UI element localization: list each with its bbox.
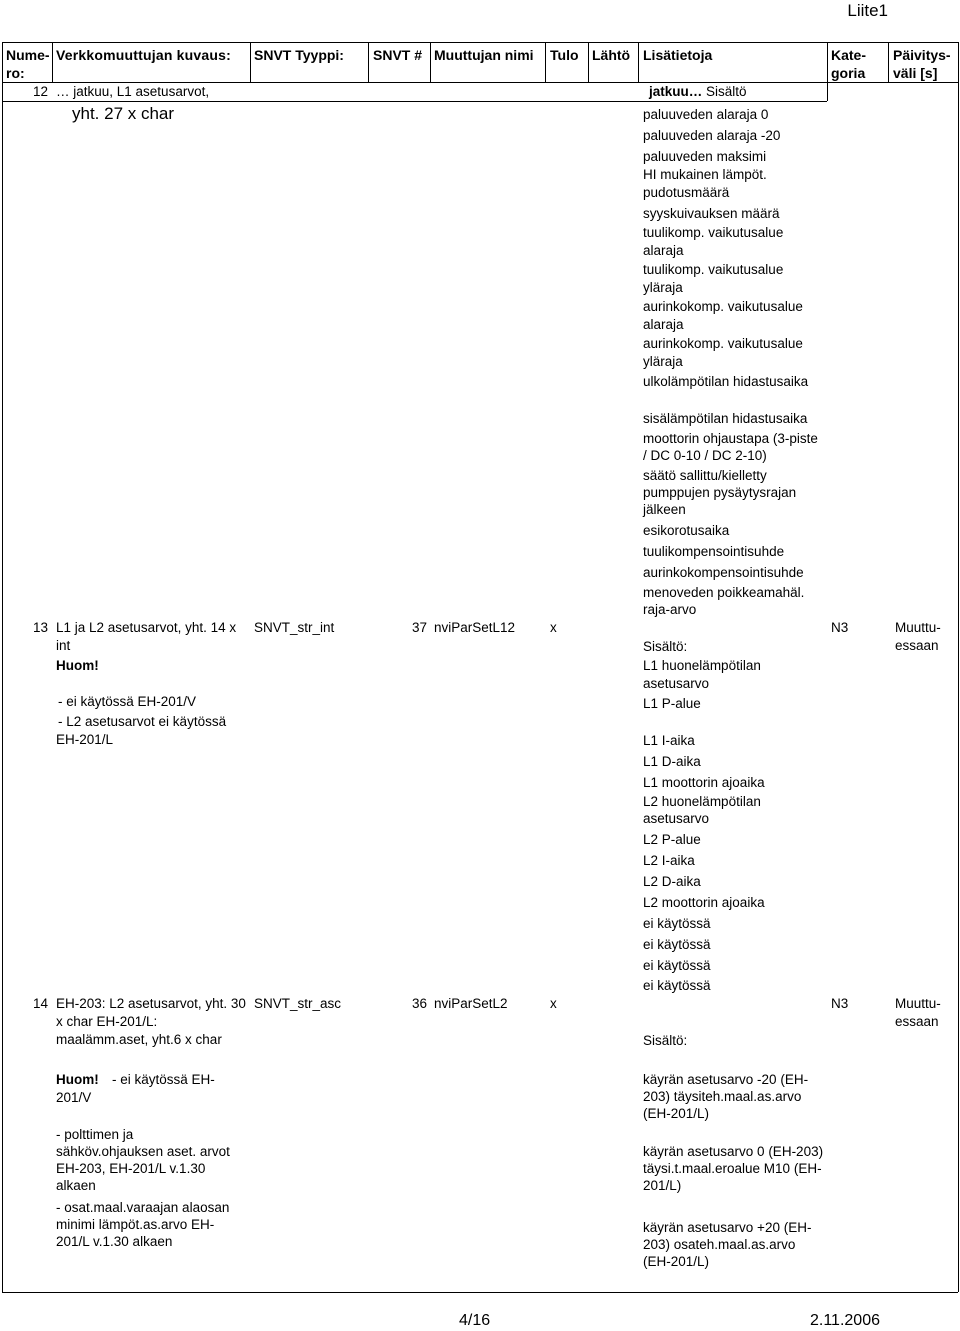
list-item: moottorin ohjaustapa (3-piste bbox=[643, 431, 818, 446]
row-number: 13 bbox=[33, 620, 49, 635]
list-item: aurinkokomp. vaikutusalue bbox=[643, 299, 803, 314]
header-update-1: Päivitys- bbox=[893, 47, 951, 63]
list-item: paluuveden maksimi bbox=[643, 149, 767, 164]
header-input: Tulo bbox=[550, 47, 579, 63]
row-description-2: x char EH-201/L: bbox=[56, 1014, 158, 1029]
header-category-1: Kate- bbox=[831, 47, 867, 63]
list-item: tuulikompensointisuhde bbox=[643, 544, 785, 559]
header-number-2: ro: bbox=[6, 65, 25, 81]
variable-name: nviParSetL12 bbox=[434, 620, 516, 635]
snvt-number: 37 bbox=[412, 620, 428, 635]
row-description-count: yht. 27 x char bbox=[72, 104, 175, 123]
header-snvt-type: SNVT Tyyppi: bbox=[254, 47, 344, 63]
list-item: yläraja bbox=[643, 354, 683, 369]
note-line: EH-201/L bbox=[56, 732, 114, 747]
list-item: ei käytössä bbox=[643, 937, 711, 952]
list-item: tuulikomp. vaikutusalue bbox=[643, 225, 784, 240]
snvt-type: SNVT_str_int bbox=[254, 620, 335, 635]
list-item: ulkolämpötilan hidastusaika bbox=[643, 374, 809, 389]
note-line: 201/V bbox=[56, 1090, 92, 1105]
info-heading-contents: Sisältö bbox=[706, 84, 747, 99]
note-line: - ei käytössä EH- bbox=[112, 1072, 215, 1087]
list-item: yläraja bbox=[643, 280, 683, 295]
list-item: HI mukainen lämpöt. bbox=[643, 167, 767, 182]
header-variable-name: Muuttujan nimi bbox=[434, 47, 534, 63]
header-info: Lisätietoja bbox=[643, 47, 713, 63]
page-number: 4/16 bbox=[459, 1312, 491, 1329]
list-item: pudotusmäärä bbox=[643, 185, 730, 200]
row-description: … jatkuu, L1 asetusarvot, bbox=[56, 84, 210, 99]
input-marker: x bbox=[550, 996, 557, 1011]
update-interval-2: essaan bbox=[895, 1014, 939, 1029]
category: N3 bbox=[831, 996, 849, 1011]
list-item: säätö sallittu/kielletty bbox=[643, 468, 767, 483]
list-item: sisälämpötilan hidastusaika bbox=[643, 411, 808, 426]
row-number: 12 bbox=[33, 84, 49, 99]
snvt-type: SNVT_str_asc bbox=[254, 996, 342, 1011]
list-item: L2 I-aika bbox=[643, 853, 695, 868]
snvt-number: 36 bbox=[412, 996, 428, 1011]
info-heading: Sisältö: bbox=[643, 639, 688, 654]
header-description: Verkkomuuttujan kuvaus: bbox=[56, 47, 231, 63]
row-description: L1 ja L2 asetusarvot, yht. 14 x bbox=[56, 620, 237, 635]
info-paragraph: käyrän asetusarvo 0 (EH-203) täysi.t.maal.eroalue M10 (EH-201/L) bbox=[643, 1144, 824, 1193]
category: N3 bbox=[831, 620, 849, 635]
list-item: asetusarvo bbox=[643, 676, 710, 691]
list-item: ei käytössä bbox=[643, 916, 711, 931]
list-item: L2 P-alue bbox=[643, 832, 701, 847]
update-interval: Muuttu- bbox=[895, 620, 941, 635]
row-description-type: int bbox=[56, 638, 71, 653]
list-item: syyskuivauksen määrä bbox=[643, 206, 780, 221]
input-marker: x bbox=[550, 620, 557, 635]
list-item: paluuveden alaraja -20 bbox=[643, 128, 781, 143]
list-item: L2 huonelämpötilan bbox=[643, 794, 761, 809]
list-item: menoveden poikkeamahäl. bbox=[643, 585, 805, 600]
update-interval: Muuttu- bbox=[895, 996, 941, 1011]
note-heading: Huom! bbox=[56, 658, 99, 673]
note-line: - L2 asetusarvot ei käytössä bbox=[58, 714, 227, 729]
row-description: EH-203: L2 asetusarvot, yht. 30 bbox=[56, 996, 246, 1011]
header-snvt-number: SNVT # bbox=[373, 47, 423, 63]
note-line: - polttimen ja sähköv.ohjauksen aset. arvot EH-203, EH-201/L v.1.30 alkaen bbox=[56, 1127, 230, 1193]
note-line: - ei käytössä EH-201/V bbox=[58, 694, 197, 709]
list-item: L1 I-aika bbox=[643, 733, 695, 748]
list-item: aurinkokomp. vaikutusalue bbox=[643, 336, 803, 351]
row-number: 14 bbox=[33, 996, 49, 1011]
list-item: / DC 0-10 / DC 2-10) bbox=[643, 448, 767, 463]
note-line: - osat.maal.varaajan alaosan minimi lämpöt.as.arvo EH-201/L v.1.30 alkaen bbox=[56, 1200, 230, 1249]
list-item: tuulikomp. vaikutusalue bbox=[643, 262, 784, 277]
header-output: Lähtö bbox=[592, 47, 631, 63]
variable-name: nviParSetL2 bbox=[434, 996, 508, 1011]
list-item: aurinkokompensointisuhde bbox=[643, 565, 804, 580]
list-item: alaraja bbox=[643, 243, 684, 258]
list-item: pumppujen pysäytysrajan bbox=[643, 485, 797, 500]
info-paragraph: käyrän asetusarvo -20 (EH-203) täysiteh.maal.as.arvo (EH-201/L) bbox=[643, 1072, 809, 1121]
list-item: L2 D-aika bbox=[643, 874, 701, 889]
list-item: jälkeen bbox=[643, 502, 686, 517]
row-description-3: maalämm.aset, yht.6 x char bbox=[56, 1032, 222, 1047]
list-item: ei käytössä bbox=[643, 978, 711, 993]
list-item: raja-arvo bbox=[643, 602, 697, 617]
header-number-1: Nume- bbox=[6, 47, 50, 63]
info-heading bbox=[649, 83, 747, 101]
info-heading-continued: jatkuu… bbox=[649, 84, 703, 99]
info-heading: Sisältö: bbox=[643, 1033, 688, 1048]
list-item: L1 P-alue bbox=[643, 696, 701, 711]
header-update-2: väli [s] bbox=[893, 65, 938, 81]
update-interval-2: essaan bbox=[895, 638, 939, 653]
page-label: Liite1 bbox=[847, 1, 888, 20]
list-item: L1 moottorin ajoaika bbox=[643, 775, 765, 790]
list-item: ei käytössä bbox=[643, 958, 711, 973]
note-heading: Huom! bbox=[56, 1072, 99, 1087]
page-date: 2.11.2006 bbox=[810, 1312, 880, 1329]
list-item: L1 D-aika bbox=[643, 754, 701, 769]
list-item: esikorotusaika bbox=[643, 523, 730, 538]
list-item: alaraja bbox=[643, 317, 684, 332]
info-paragraph: käyrän asetusarvo +20 (EH-203) osateh.maal.as.arvo (EH-201/L) bbox=[643, 1220, 812, 1269]
list-item: L1 huonelämpötilan bbox=[643, 658, 761, 673]
header-category-2: goria bbox=[831, 65, 866, 81]
list-item: paluuveden alaraja 0 bbox=[643, 107, 769, 122]
list-item: asetusarvo bbox=[643, 811, 710, 826]
list-item: L2 moottorin ajoaika bbox=[643, 895, 765, 910]
